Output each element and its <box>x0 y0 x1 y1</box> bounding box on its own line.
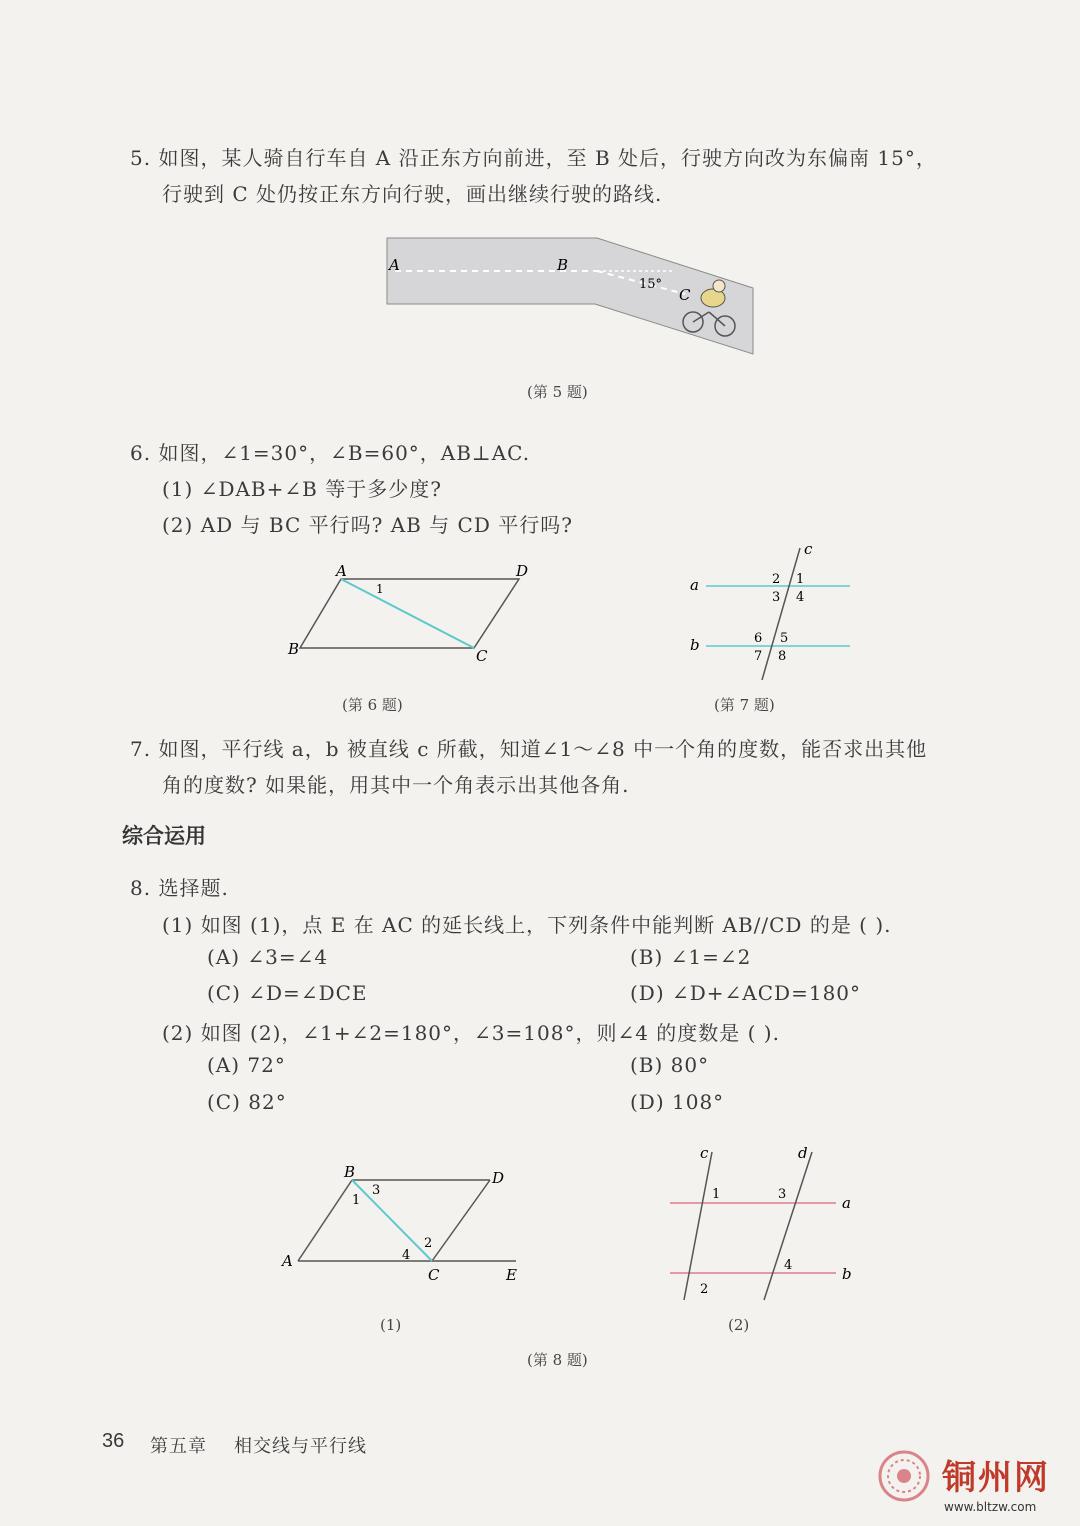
q7-line1: 7. 如图，平行线 a，b 被直线 c 所截，知道∠1～∠8 中一个角的度数，能否求出其他 <box>130 737 928 761</box>
q8f1-angle-4: 4 <box>402 1248 411 1263</box>
q8f1-angle-3: 3 <box>372 1183 381 1198</box>
q8f2-label-b: b <box>842 1265 852 1283</box>
q5-label-b: B <box>557 256 569 274</box>
q6-label-d: D <box>516 562 529 580</box>
q8f2-angle-3: 3 <box>778 1187 787 1202</box>
q7-label-c: c <box>804 540 813 558</box>
q8f1-angle-1: 1 <box>352 1193 361 1208</box>
q7-angle-2: 2 <box>772 572 781 587</box>
q5-angle-label: 15° <box>639 277 663 292</box>
q8-p1-option-d: (D) ∠D+∠ACD=180° <box>630 981 862 1005</box>
q8-figure-2-label: (2) <box>728 1316 750 1334</box>
watermark-name: 铜州网 <box>942 1458 1050 1498</box>
q6-angle-1: 1 <box>376 582 384 596</box>
q7-angle-7: 7 <box>754 649 763 664</box>
q7-figure <box>686 538 856 686</box>
q8f2-angle-2: 2 <box>700 1282 709 1297</box>
q7-angle-1: 1 <box>796 572 805 587</box>
chapter-title: 相交线与平行线 <box>234 1436 367 1457</box>
q8f1-label-c: C <box>428 1266 440 1284</box>
q5-label-c: C <box>679 286 691 304</box>
q8-figure-1-label: (1) <box>380 1316 402 1334</box>
q5-figure <box>385 236 757 358</box>
q8-p2-option-d: (D) 108° <box>630 1090 725 1114</box>
q7-angle-3: 3 <box>772 590 781 605</box>
section-title: 综合运用 <box>122 824 206 848</box>
q6-caption: (第 6 题) <box>342 696 403 714</box>
q6-label-c: C <box>476 647 488 665</box>
q8-p2-option-c: (C) 82° <box>207 1090 287 1114</box>
q8f2-label-c: c <box>700 1144 709 1162</box>
q8f2-angle-4: 4 <box>784 1258 793 1273</box>
q5-caption: (第 5 题) <box>527 383 588 401</box>
q8-p2-option-a: (A) 72° <box>207 1053 286 1077</box>
q8-p2-option-b: (B) 80° <box>630 1053 710 1077</box>
q6-figure <box>284 560 534 670</box>
q8-part1: (1) 如图 (1)，点 E 在 AC 的延长线上，下列条件中能判断 AB//CD 的是 ( ). <box>162 913 892 937</box>
q6-line2: (1) ∠DAB+∠B 等于多少度? <box>162 477 442 501</box>
watermark-logo-icon <box>876 1448 932 1504</box>
q8f2-angle-1: 1 <box>712 1187 721 1202</box>
q7-angle-5: 5 <box>780 631 789 646</box>
q8-caption: (第 8 题) <box>527 1351 588 1369</box>
q7-angle-4: 4 <box>796 590 805 605</box>
q5-line2: 行驶到 C 处仍按正东方向行驶，画出继续行驶的路线. <box>162 182 663 206</box>
q7-label-a: a <box>690 576 699 594</box>
q8-p1-option-b: (B) ∠1=∠2 <box>630 945 752 969</box>
q6-line3: (2) AD 与 BC 平行吗? AB 与 CD 平行吗? <box>162 513 573 537</box>
q7-caption: (第 7 题) <box>714 696 775 714</box>
q8f2-label-a: a <box>842 1194 851 1212</box>
q7-line2: 角的度数? 如果能，用其中一个角表示出其他各角. <box>162 773 630 797</box>
q8-p1-option-c: (C) ∠D=∠DCE <box>207 981 368 1005</box>
q5-line1: 5. 如图，某人骑自行车自 A 沿正东方向前进，至 B 处后，行驶方向改为东偏南 15°， <box>130 146 937 170</box>
q8-line1: 8. 选择题. <box>130 876 229 900</box>
q8f1-label-a: A <box>282 1252 293 1270</box>
q8-part2: (2) 如图 (2)，∠1+∠2=180°，∠3=108°，则∠4 的度数是 ( ). <box>162 1021 780 1045</box>
q6-label-a: A <box>336 562 347 580</box>
q8-figure-2 <box>664 1140 864 1310</box>
q7-angle-6: 6 <box>754 631 763 646</box>
q8-figure-1 <box>278 1160 528 1285</box>
q8f1-label-b: B <box>344 1163 356 1181</box>
q6-label-b: B <box>288 640 300 658</box>
q8f1-label-e: E <box>506 1266 517 1284</box>
q7-angle-8: 8 <box>778 649 787 664</box>
q6-line1: 6. 如图，∠1=30°，∠B=60°，AB⊥AC. <box>130 441 531 465</box>
chapter-label: 第五章 <box>150 1436 207 1457</box>
q7-label-b: b <box>690 636 700 654</box>
q5-label-a: A <box>389 256 400 274</box>
q8f1-angle-2: 2 <box>424 1236 433 1251</box>
page-number: 36 <box>102 1430 125 1452</box>
q8-p1-option-a: (A) ∠3=∠4 <box>207 945 329 969</box>
q8f1-label-d: D <box>492 1169 505 1187</box>
watermark-url: www.bltzw.com <box>944 1500 1037 1514</box>
q8f2-label-d: d <box>798 1144 808 1162</box>
